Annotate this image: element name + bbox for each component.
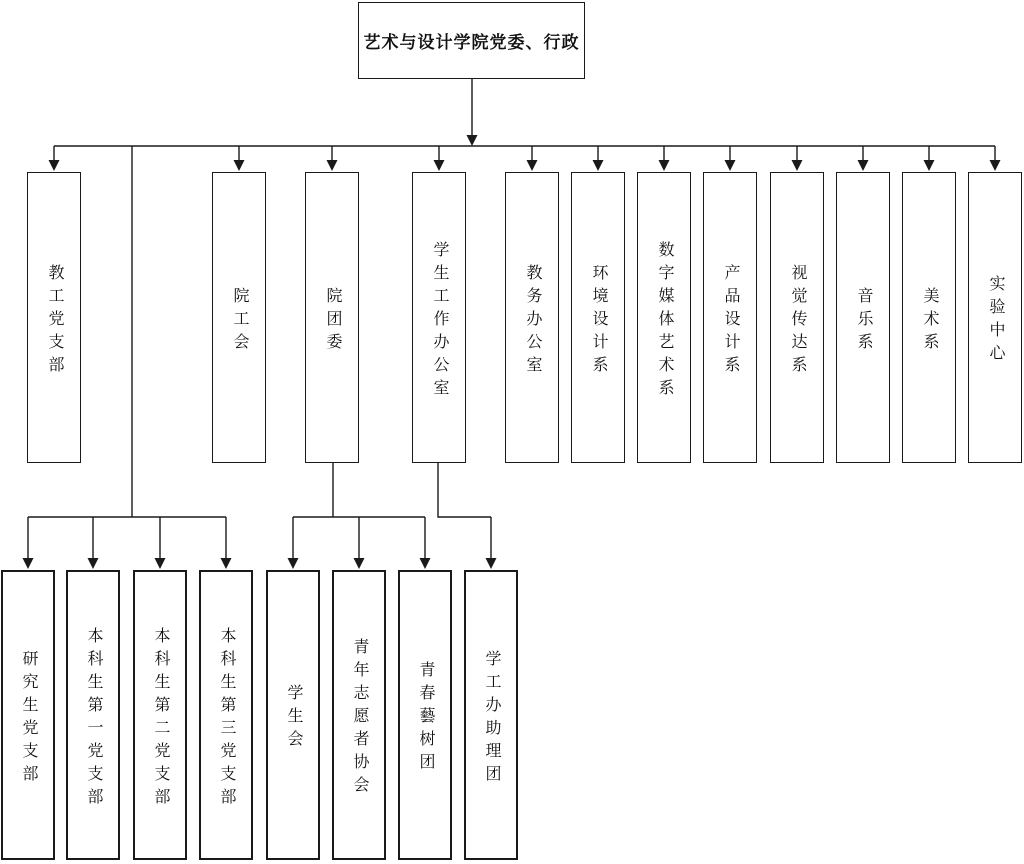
- node-experiment-center[interactable]: [968, 172, 1022, 463]
- node-label: 音乐系: [855, 286, 872, 356]
- node-label: 学生会: [285, 684, 302, 753]
- node-label: 数字媒体艺术系: [656, 240, 673, 402]
- node-label: 美术系: [921, 286, 938, 356]
- node-label: 本科生第一党支部: [85, 626, 102, 811]
- node-label: 院工会: [231, 286, 248, 356]
- node-undergrad-party-branch-1[interactable]: [66, 570, 120, 860]
- node-faculty-party-branch[interactable]: [27, 172, 81, 463]
- node-fine-arts-dept[interactable]: [902, 172, 956, 463]
- node-youth-art-troupe[interactable]: [398, 570, 452, 860]
- node-label: 视觉传达系: [789, 263, 806, 379]
- node-label: 教务办公室: [524, 263, 541, 379]
- node-label: 学生工作办公室: [431, 240, 448, 402]
- node-label: 实验中心: [987, 275, 1004, 367]
- node-youth-volunteers-association[interactable]: [332, 570, 386, 860]
- node-music-dept[interactable]: [836, 172, 890, 463]
- node-environment-design-dept[interactable]: [571, 172, 625, 463]
- node-undergrad-party-branch-3[interactable]: [199, 570, 253, 860]
- node-visual-communication-dept[interactable]: [770, 172, 824, 463]
- node-college-labor-union[interactable]: [212, 172, 266, 463]
- node-student-affairs-assistant-group[interactable]: [464, 570, 518, 860]
- node-label: 本科生第二党支部: [152, 626, 169, 811]
- node-root-label: 艺术与设计学院党委、行政: [363, 33, 580, 52]
- node-academic-affairs-office[interactable]: [505, 172, 559, 463]
- node-student-affairs-office[interactable]: [412, 172, 466, 463]
- node-root[interactable]: [358, 2, 585, 79]
- node-label: 院团委: [324, 286, 341, 356]
- node-student-union[interactable]: [266, 570, 320, 860]
- node-label: 环境设计系: [590, 263, 607, 379]
- node-label: 教工党支部: [46, 263, 63, 379]
- node-label: 研究生党支部: [20, 649, 37, 788]
- node-label: 青年志愿者协会: [351, 638, 368, 799]
- node-undergrad-party-branch-2[interactable]: [133, 570, 187, 860]
- node-label: 青春藝树团: [417, 661, 434, 776]
- node-youth-league-committee[interactable]: [305, 172, 359, 463]
- node-label: 本科生第三党支部: [218, 626, 235, 811]
- node-product-design-dept[interactable]: [703, 172, 757, 463]
- node-digital-media-art-dept[interactable]: [637, 172, 691, 463]
- node-graduate-party-branch[interactable]: [1, 570, 55, 860]
- node-label: 产品设计系: [722, 263, 739, 379]
- node-label: 学工办助理团: [483, 649, 500, 788]
